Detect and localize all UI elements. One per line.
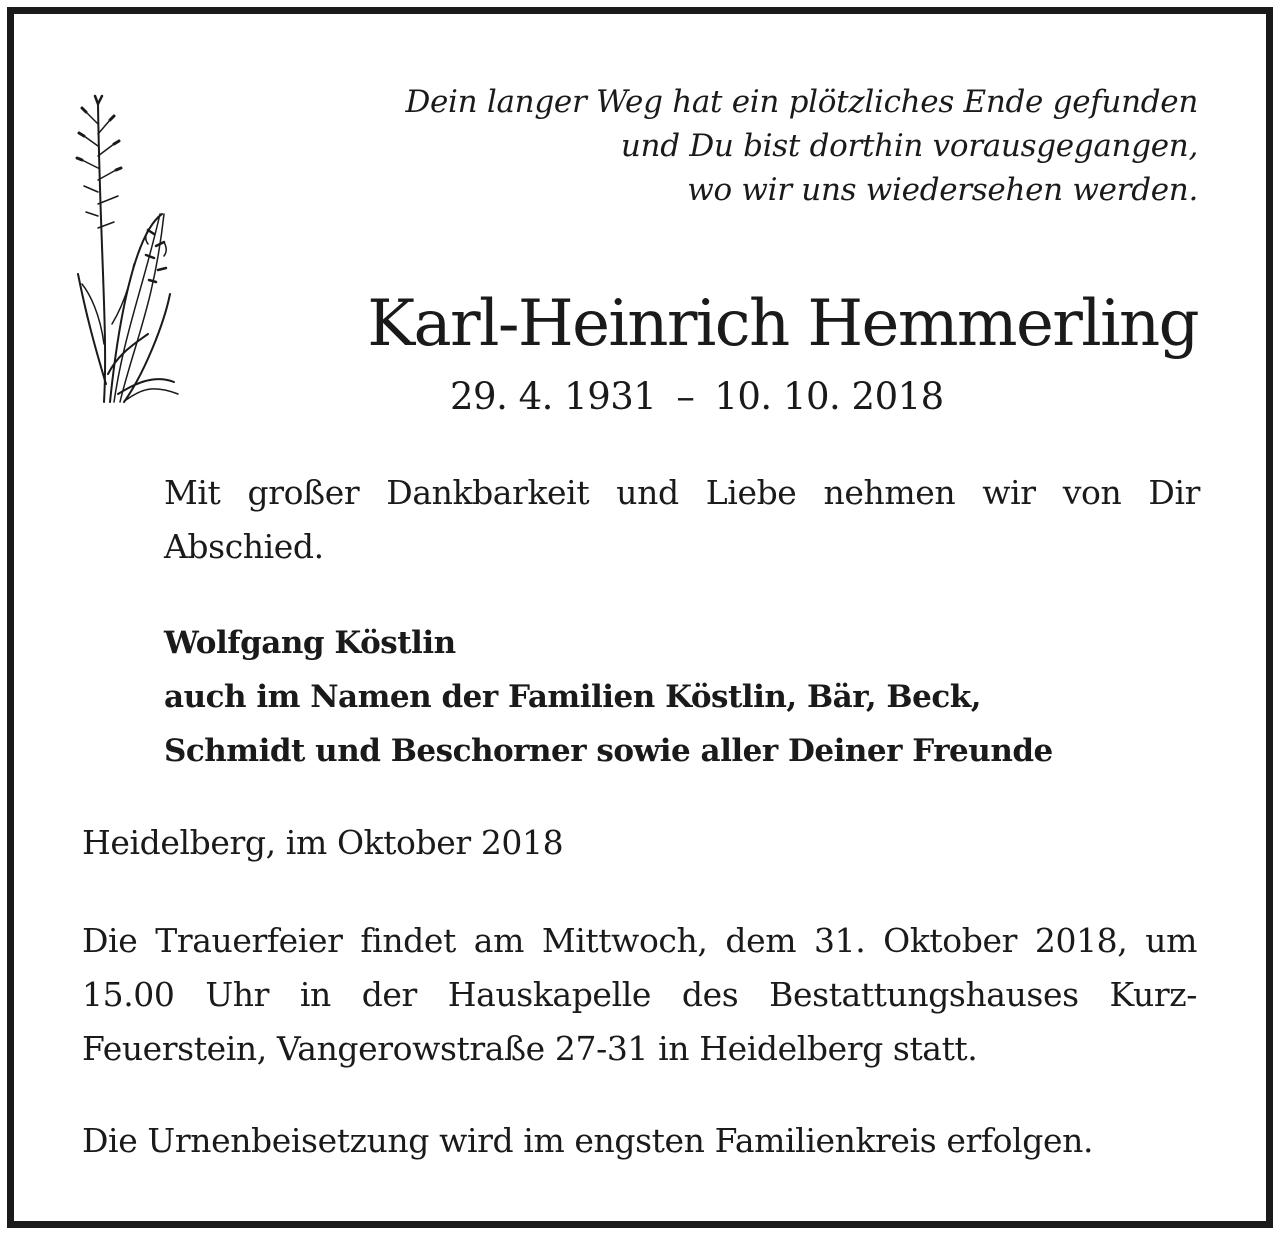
verse-line: wo wir uns wiedersehen werden. xyxy=(687,172,1198,208)
death-date: 10. 10. 2018 xyxy=(714,375,944,418)
funeral-text: Die Trauerfeier findet am Mittwoch, dem 31. Oktober 2018, um 15.00 Uhr in der Hauskapelle des Bestattungshauses Kurz-Feuerstein, Vangerowstraße 27-31 in Heidelberg statt. xyxy=(82,921,1197,1068)
signer-line: Schmidt und Beschorner sowie aller Deiner Freunde xyxy=(164,733,1053,769)
place-date: Heidelberg, im Oktober 2018 xyxy=(82,823,564,862)
urn-text: Die Urnenbeisetzung wird im engsten Familienkreis erfolgen. xyxy=(82,1121,1094,1160)
date-dash: – xyxy=(676,375,695,418)
verse xyxy=(298,80,1198,212)
signer-line: Wolfgang Köstlin xyxy=(164,625,456,661)
verse-line: Dein langer Weg hat ein plötzliches Ende gefunden xyxy=(405,84,1198,120)
verse-line: und Du bist dorthin vorausgegangen, xyxy=(620,128,1198,164)
birth-date: 29. 4. 1931 xyxy=(450,375,657,418)
deceased-name: Karl-Heinrich Hemmerling xyxy=(367,287,1198,361)
signer-line: auch im Namen der Familien Köstlin, Bär, Beck, xyxy=(164,679,981,715)
grass-sprig-icon xyxy=(74,84,184,404)
thanks-text: Mit großer Dankbarkeit und Liebe nehmen wir von Dir Abschied. xyxy=(164,473,1200,566)
signers xyxy=(164,616,1224,778)
life-dates xyxy=(450,372,1010,422)
